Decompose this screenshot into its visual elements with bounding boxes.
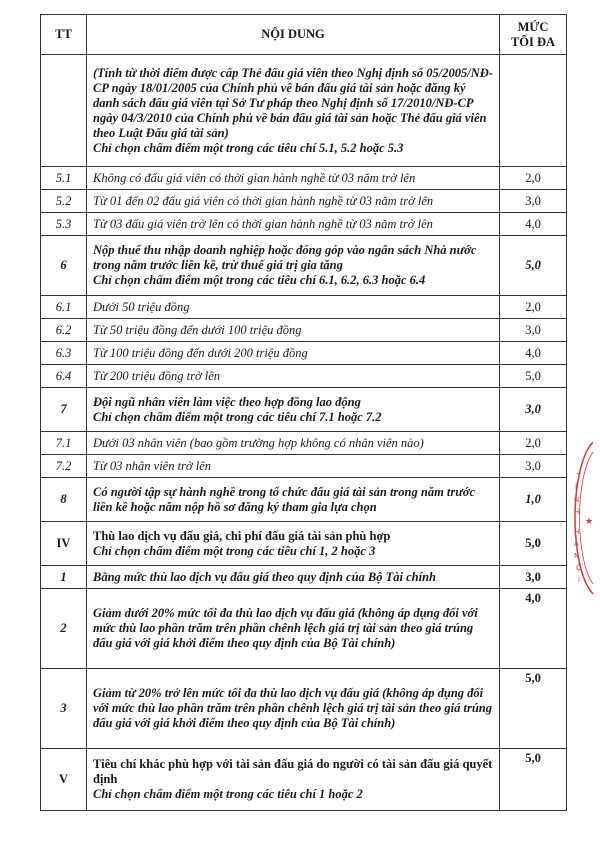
row-text: Dưới 03 nhân viên (bao gồm trường hợp không có nhân viên nào) (87, 432, 500, 455)
row-score: 2,0 (500, 296, 567, 319)
header-row (41, 15, 567, 55)
row-text: Bằng mức thù lao dịch vụ đấu giá theo quy định của Bộ Tài chính (87, 566, 500, 589)
red-seal-stamp-icon (567, 438, 595, 598)
row-tt: 6.4 (41, 365, 87, 388)
table-row (41, 190, 567, 213)
row-score: 5,0 (500, 365, 567, 388)
table-row (41, 455, 567, 478)
row-text: Từ 100 triệu đồng đến dưới 200 triệu đồng (87, 342, 500, 365)
row-choose: Chỉ chọn chấm điểm một trong các tiêu chí 1, 2 hoặc 3 (93, 543, 376, 558)
intro-text: (Tính từ thời điểm được cấp Thẻ đấu giá viên theo Nghị định số 05/2005/NĐ-CP ngày 18/01/2005 của Chính phủ về bán đấu giá tài sản hoặc đăng ký danh sách đấu giá viên tại Sở Tư pháp theo Nghị định số 17/2010/NĐ-CP ngày 04/3/2010 của Chính phủ về bán đấu giá tài sản hoặc Thẻ đấu giá viên theo Luật Đấu giá tài sản) (93, 65, 493, 140)
row-text: Đội ngũ nhân viên làm việc theo hợp đồng lao động (93, 394, 361, 409)
row-tt: IV (41, 522, 87, 566)
svg-text:I: I (578, 576, 581, 584)
svg-text:★: ★ (585, 517, 594, 527)
row-text: Từ 50 triệu đồng đến dưới 100 triệu đồng (87, 319, 500, 342)
row-tt: 6.2 (41, 319, 87, 342)
svg-text:H: H (574, 508, 580, 516)
row-tt: 5.1 (41, 167, 87, 190)
row-score: 3,0 (500, 566, 567, 589)
svg-text:Ỉ: Ỉ (575, 484, 578, 492)
row-score: 5,0 (500, 749, 567, 811)
row-tt: 7.1 (41, 432, 87, 455)
row-choose: Chỉ chọn chấm điểm một trong các tiêu chí 1 hoặc 2 (93, 787, 363, 801)
row-score: 3,0 (500, 388, 567, 432)
row-choose: Chỉ chọn chấm điểm một trong các tiêu chí 6.1, 6.2, 6.3 hoặc 6.4 (93, 273, 426, 287)
table-row (41, 319, 567, 342)
row-tt: 5.2 (41, 190, 87, 213)
row-text: Giảm từ 20% trở lên mức tối đa thù lao dịch vụ đấu giá (không áp dụng đối với mức thù lao phần trăm trên phần chênh lệch giá trị tài sản theo giá trúng đấu giá với giá khởi điểm theo quy định của Bộ Tài chính) (87, 669, 500, 749)
row-text: Từ 03 nhân viên trở lên (87, 455, 500, 478)
row-score: 3,0 (500, 190, 567, 213)
row-tt: V (41, 749, 87, 811)
row-score: 5,0 (500, 236, 567, 296)
table-row (41, 167, 567, 190)
row-text: Từ 03 đấu giá viên trở lên có thời gian hành nghề từ 03 năm trở lên (87, 213, 500, 236)
svg-text:H: H (574, 528, 580, 536)
table-row (41, 213, 567, 236)
row-score: 5,0 (500, 522, 567, 566)
scoring-table (40, 14, 567, 811)
row-choose: Chỉ chọn chấm điểm một trong các tiêu chí 7.1 hoặc 7.2 (93, 409, 382, 424)
header-score-line2: TỐI ĐA (510, 34, 556, 49)
table-row (41, 296, 567, 319)
table-row (41, 236, 567, 296)
svg-text:T: T (577, 472, 582, 480)
svg-text:À: À (574, 540, 579, 548)
row-tt: 6 (41, 236, 87, 296)
row-score: 4,0 (500, 213, 567, 236)
row-tt: 2 (41, 589, 87, 669)
row-score: 4,0 (500, 589, 567, 669)
row-score: 3,0 (500, 455, 567, 478)
row-text: Tiêu chí khác phù hợp với tài sản đấu giá do người có tài sản đấu giá quyết định (93, 757, 493, 786)
row-text: Dưới 50 triệu đồng (87, 296, 500, 319)
row-text: Không có đấu giá viên có thời gian hành nghề từ 03 năm trở lên (87, 167, 500, 190)
svg-text:N: N (574, 552, 580, 560)
row-text: Từ 01 đến 02 đấu giá viên có thời gian hành nghề từ 03 năm trở lên (87, 190, 500, 213)
row-text: Giảm dưới 20% mức tối đa thù lao dịch vụ đấu giá (không áp dụng đối với mức thù lao phần trăm trên phần chênh lệch giá trị tài sản theo giá trúng đấu giá với giá khởi điểm theo quy định của Bộ Tài chính) (87, 589, 500, 669)
row-tt: 1 (41, 566, 87, 589)
row-score: 4,0 (500, 342, 567, 365)
header-score-line1: MỨC (517, 19, 549, 34)
header-score (500, 15, 567, 55)
intro-choose: Chỉ chọn chấm điểm một trong các tiêu chí 5.1, 5.2 hoặc 5.3 (93, 140, 404, 155)
table-row (41, 749, 567, 811)
header-tt: TT (41, 15, 87, 55)
table-row (41, 478, 567, 522)
row-tt: 7 (41, 388, 87, 432)
row-score: 2,0 (500, 167, 567, 190)
row-tt: 7.2 (41, 455, 87, 478)
row-tt: 6.1 (41, 296, 87, 319)
intro-row (41, 55, 567, 167)
svg-text:Ộ: Ộ (576, 564, 582, 572)
table-row (41, 669, 567, 749)
svg-text:N: N (574, 496, 580, 504)
row-text: Nộp thuế thu nhập doanh nghiệp hoặc đóng góp vào ngân sách Nhà nước trong năm trước liền kề, trừ thuế giá trị gia tăng (93, 243, 477, 272)
table-row (41, 522, 567, 566)
table-row (41, 365, 567, 388)
table-row (41, 566, 567, 589)
table-row (41, 432, 567, 455)
row-text: Từ 200 triệu đồng trở lên (87, 365, 500, 388)
table-row (41, 388, 567, 432)
row-score: 5,0 (500, 669, 567, 749)
row-tt: 6.3 (41, 342, 87, 365)
row-tt: 8 (41, 478, 87, 522)
row-text: Có người tập sự hành nghề trong tổ chức đấu giá tài sản trong năm trước liền kề hoặc năm nộp hồ sơ đăng ký tham gia lựa chọn (87, 478, 500, 522)
row-text: Thù lao dịch vụ đấu giá, chi phí đấu giá tài sản phù hợp (93, 528, 391, 543)
row-score: 3,0 (500, 319, 567, 342)
table-row (41, 589, 567, 669)
row-tt: 5.3 (41, 213, 87, 236)
row-tt: 3 (41, 669, 87, 749)
header-content: NỘI DUNG (87, 15, 500, 55)
table-row (41, 342, 567, 365)
row-score: 1,0 (500, 478, 567, 522)
row-score: 2,0 (500, 432, 567, 455)
